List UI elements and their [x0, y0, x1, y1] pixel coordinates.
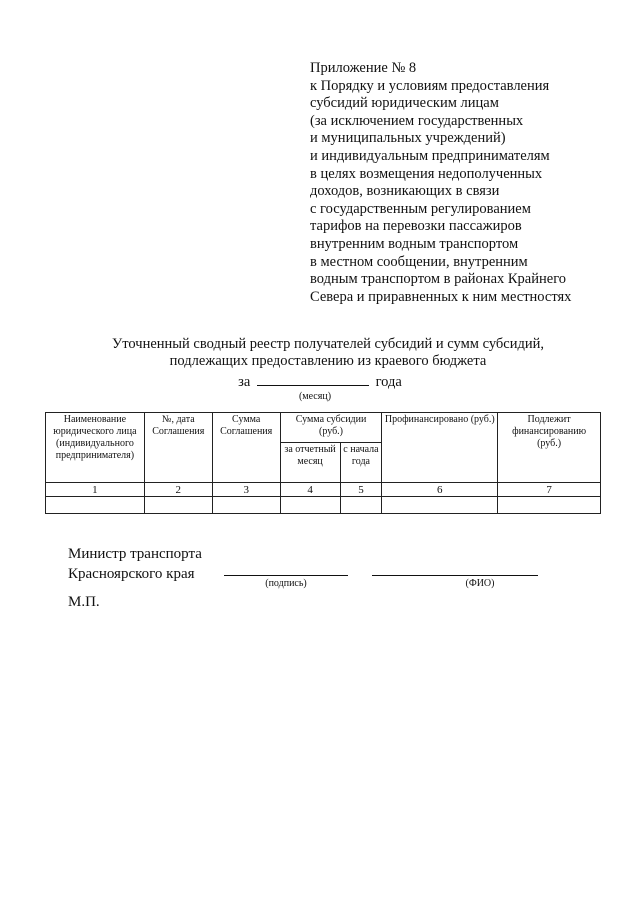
period-line: [0, 372, 640, 391]
table-row: [46, 497, 601, 514]
table-cell[interactable]: [280, 497, 340, 514]
column-number: 4: [280, 483, 340, 497]
header-reporting-month: за отчетный месяц: [280, 443, 340, 483]
full-name-field[interactable]: [372, 575, 538, 576]
appendix-line: Севера и приравненных к ним местностях: [310, 288, 572, 305]
full-name-hint: (ФИО): [465, 578, 495, 589]
column-number: 7: [498, 483, 601, 497]
signature-field[interactable]: [224, 575, 348, 576]
appendix-line: водным транспортом в районах Крайнего: [310, 271, 567, 288]
appendix-line: Приложение № 8: [310, 60, 417, 76]
table-cell[interactable]: [340, 497, 382, 514]
header-agreement-sum: Сумма Соглашения: [212, 413, 280, 483]
header-year-to-date: с начала года: [340, 443, 382, 483]
table-cell[interactable]: [46, 497, 145, 514]
appendix-line: внутренним водным транспортом: [310, 235, 519, 252]
appendix-line: в целях возмещения недополученных: [310, 165, 543, 182]
column-number: 6: [382, 483, 498, 497]
appendix-line: в местном сообщении, внутренним: [310, 253, 528, 270]
appendix-line: и индивидуальным предпринимателям: [310, 147, 550, 164]
table-cell[interactable]: [144, 497, 212, 514]
signer-block: [68, 544, 202, 584]
stamp-place-label: М.П.: [68, 594, 100, 610]
column-number: 3: [212, 483, 280, 497]
appendix-line: к Порядку и условиям предоставления: [310, 77, 550, 94]
table-cell[interactable]: [498, 497, 601, 514]
column-number: 1: [46, 483, 145, 497]
appendix-line: субсидий юридическим лицам: [310, 95, 499, 112]
header-to-finance: Подлежит финансированию (руб.): [498, 413, 601, 483]
appendix-line: тарифов на перевозки пассажиров: [310, 218, 522, 235]
period-prefix: за: [238, 374, 251, 390]
table-cell[interactable]: [382, 497, 498, 514]
month-hint: (месяц): [298, 391, 332, 402]
signature-hint: (подпись): [265, 578, 307, 589]
signer-position-line-2: Красноярского края: [68, 566, 195, 582]
header-subsidy-sum: Сумма субсидии (руб.): [280, 413, 382, 443]
header-financed: Профинансировано (руб.): [382, 413, 498, 483]
month-blank-field[interactable]: [257, 372, 369, 386]
document-title: [40, 336, 616, 370]
appendix-line: доходов, возникающих в связи: [310, 183, 500, 200]
title-line-1: Уточненный сводный реестр получателей субсидий и сумм субсидий,: [112, 336, 544, 352]
appendix-header: [310, 60, 571, 306]
appendix-line: и муниципальных учреждений): [310, 130, 506, 147]
header-agreement-number: №, дата Соглашения: [144, 413, 212, 483]
signer-position-line-1: Министр транспорта: [68, 546, 202, 562]
table-cell[interactable]: [212, 497, 280, 514]
registry-table: [45, 412, 601, 514]
appendix-line: с государственным регулированием: [310, 200, 531, 217]
title-line-2: подлежащих предоставлению из краевого бюджета: [169, 353, 487, 369]
column-number: 2: [144, 483, 212, 497]
column-number: 5: [340, 483, 382, 497]
period-suffix: года: [375, 374, 402, 390]
appendix-line: (за исключением государственных: [310, 112, 524, 129]
header-legal-entity: Наименование юридического лица (индивидуального предпринимателя): [46, 413, 145, 483]
